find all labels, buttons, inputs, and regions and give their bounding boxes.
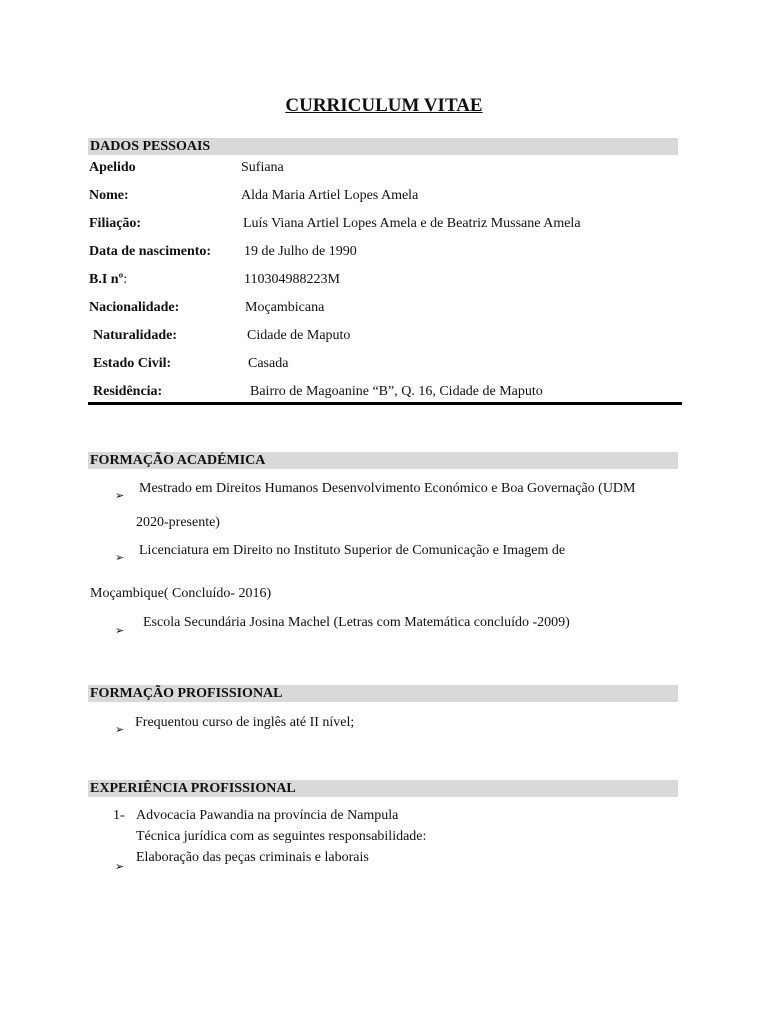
label-residencia: Residência: — [93, 384, 163, 399]
experience-number: 1- — [113, 808, 125, 823]
label-data-nascimento: Data de nascimento: — [89, 244, 212, 259]
experience-employer: Advocacia Pawandia na província de Nampula — [136, 808, 399, 823]
section-heading-professional-training: FORMAÇÃO PROFISSIONAL — [88, 685, 678, 702]
label-estado-civil: Estado Civil: — [93, 356, 172, 371]
value-nome: Alda Maria Artiel Lopes Amela — [241, 188, 419, 203]
label-apelido: Apelido — [89, 160, 136, 175]
value-naturalidade: Cidade de Maputo — [247, 328, 351, 343]
label-filiacao: Filiação: — [89, 216, 142, 231]
bullet-arrow-icon: ➢ — [115, 861, 125, 873]
bullet-arrow-icon: ➢ — [115, 490, 125, 502]
value-nacionalidade: Moçambicana — [245, 300, 325, 315]
label-bi — [89, 272, 127, 288]
academic-item-2-line-2: Moçambique( Concluído- 2016) — [90, 586, 272, 601]
value-estado-civil: Casada — [248, 356, 289, 371]
label-nome: Nome: — [89, 188, 129, 203]
label-naturalidade: Naturalidade: — [93, 328, 177, 343]
academic-item-1-line-1: Mestrado em Direitos Humanos Desenvolvimento Económico e Boa Governação (UDM — [139, 481, 636, 496]
value-residencia: Bairro de Magoanine “B”, Q. 16, Cidade de Maputo — [250, 384, 543, 399]
bullet-arrow-icon: ➢ — [115, 552, 125, 564]
section-heading-personal: DADOS PESSOAIS — [88, 138, 678, 155]
section-heading-academic: FORMAÇÃO ACADÉMICA — [88, 452, 678, 469]
section-heading-experience: EXPERIÊNCIA PROFISSIONAL — [88, 780, 678, 797]
bullet-arrow-icon: ➢ — [115, 625, 125, 637]
label-bi-colon: : — [123, 272, 128, 287]
value-filiacao: Luís Viana Artiel Lopes Amela e de Beatriz Mussane Amela — [243, 216, 581, 231]
academic-item-3: Escola Secundária Josina Machel (Letras com Matemática concluído -2009) — [143, 615, 570, 630]
value-bi: 110304988223M — [244, 272, 340, 287]
experience-role: Técnica jurídica com as seguintes responsabilidade: — [136, 829, 427, 844]
label-bi-text: B.I nº — [89, 272, 124, 287]
experience-bullet-1: Elaboração das peças criminais e laborais — [136, 850, 369, 865]
academic-item-1-line-2: 2020-presente) — [136, 515, 220, 530]
value-apelido: Sufiana — [241, 160, 284, 175]
section-divider — [88, 402, 682, 405]
bullet-arrow-icon: ➢ — [115, 724, 125, 736]
training-item-1: Frequentou curso de inglês até II nível; — [135, 715, 355, 730]
value-data-nascimento: 19 de Julho de 1990 — [244, 244, 357, 259]
academic-item-2-line-1: Licenciatura em Direito no Instituto Superior de Comunicação e Imagem de — [139, 543, 566, 558]
label-nacionalidade: Nacionalidade: — [89, 300, 180, 315]
document-title: CURRICULUM VITAE — [285, 95, 483, 116]
